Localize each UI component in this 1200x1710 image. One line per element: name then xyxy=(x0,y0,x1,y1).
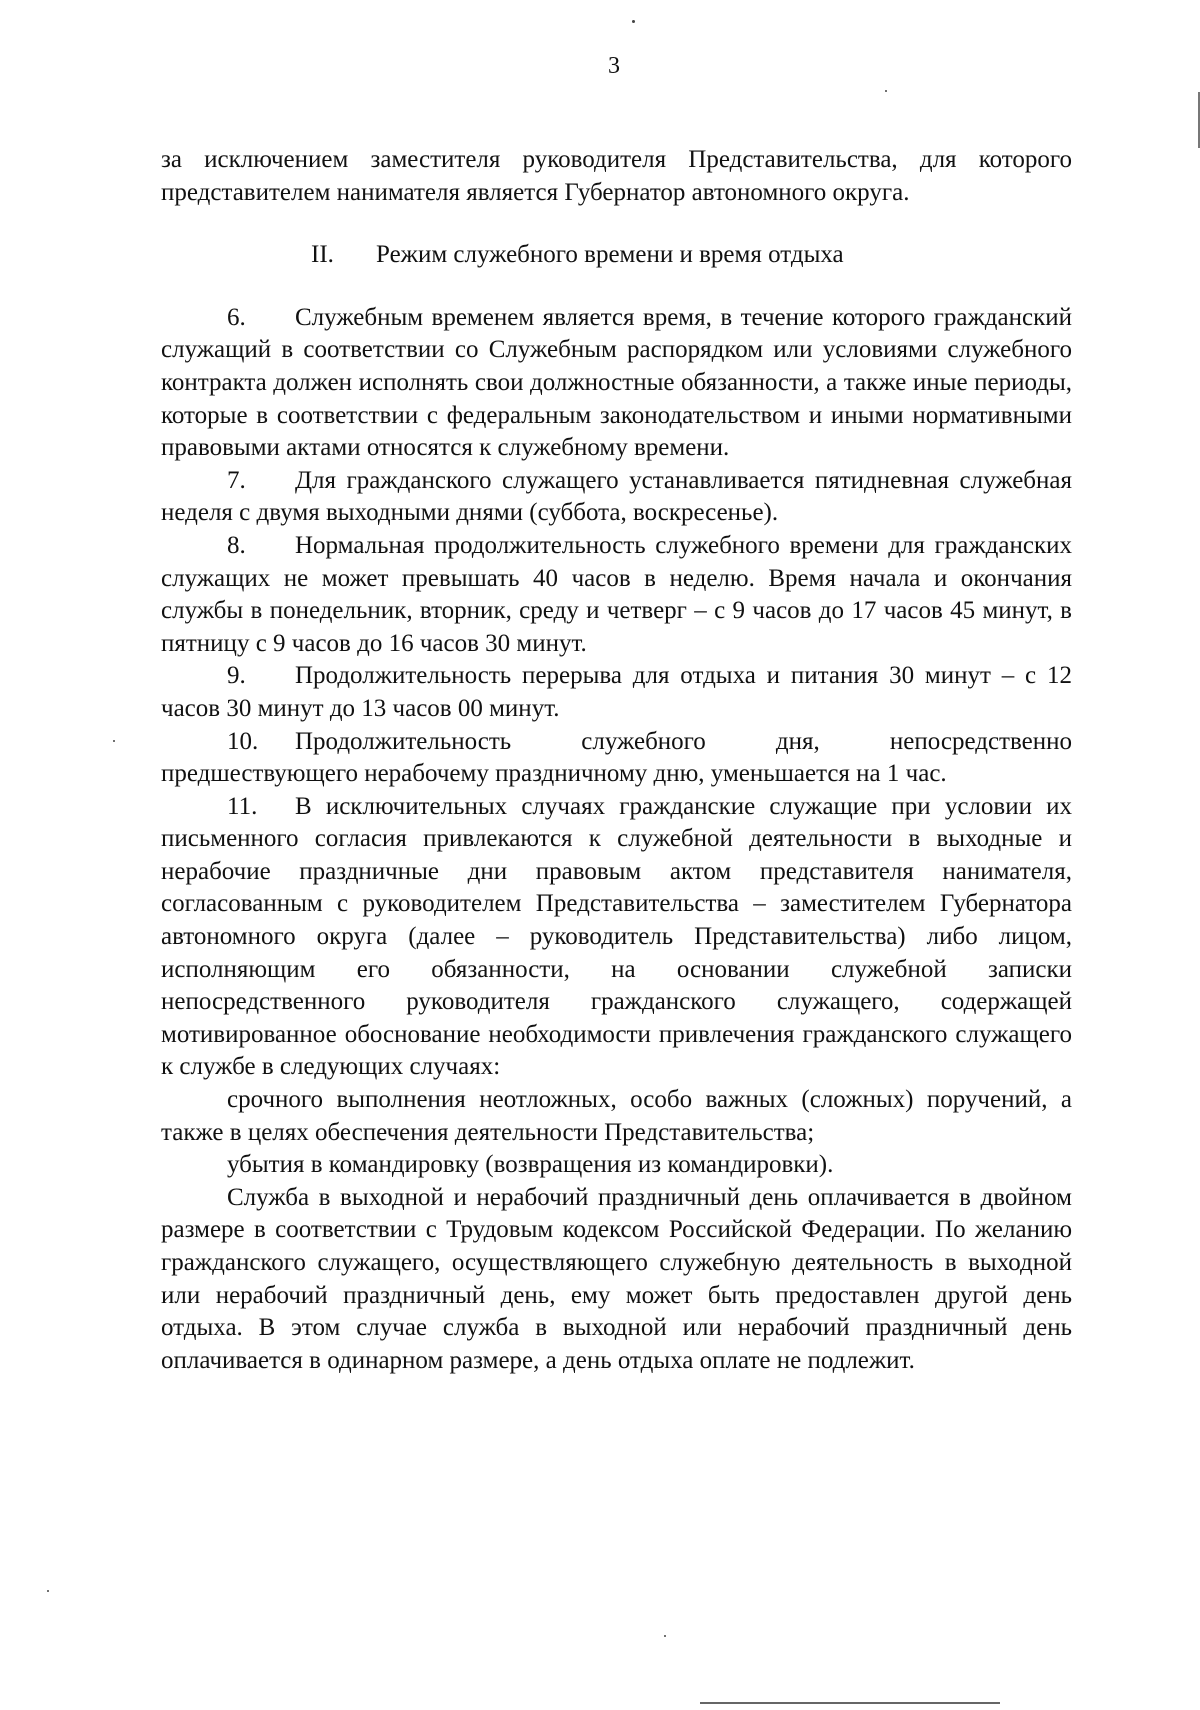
item-paragraph-7 xyxy=(161,465,1072,530)
document-body xyxy=(161,144,1072,1377)
item-text: В исключительных случаях гражданские служащие при условии их письменного согласия привлекаются к служебной деятельности в выходные и нерабочие праздничные дни правовым актом представителя нанимателя, согласованным с руководителем Представительства – заместителем Губернатора автономного округа (далее – руководитель Представительства) либо лицом, исполняющим его обязанности, на основании служебной записки непосредственного руководителя гражданского служащего, содержащей мотивированное обоснование необходимости привлечения гражданского служащего к службе в следующих случаях: xyxy=(161,792,1072,1081)
page-number: 3 xyxy=(608,53,620,79)
sub-item-paragraph: убытия в командировку (возвращения из командировки). xyxy=(227,1151,834,1179)
item-text: Продолжительность служебного дня, непосредственно предшествующего нерабочему праздничному дню, уменьшается на 1 час. xyxy=(161,727,1072,788)
section-number: II. xyxy=(311,241,334,269)
item-number: 8. xyxy=(227,531,246,559)
section-title: Режим служебного времени и время отдыха xyxy=(376,241,844,269)
scan-speck xyxy=(113,740,115,742)
item-text: Продолжительность перерыва для отдыха и питания 30 минут – с 12 часов 30 минут до 13 часов 00 минут. xyxy=(161,662,1072,722)
item-number: 9. xyxy=(227,662,246,690)
section-heading xyxy=(161,239,1072,272)
sub-item-paragraph: срочного выполнения неотложных, особо важных (сложных) поручений, а также в целях обеспечения деятельности Представительства; xyxy=(161,1086,1072,1146)
item-text: Нормальная продолжительность служебного времени для гражданских служащих не может превышать 40 часов в неделю. Время начала и окончания службы в понедельник, вторник, среду и четверг – с 9 часов до 17 часов 45 минут, в пятницу с 9 часов до 16 часов 30 минут. xyxy=(161,531,1072,657)
item-number: 7. xyxy=(227,466,246,494)
scan-bottom-rule xyxy=(700,1702,1000,1704)
item-text: Для гражданского служащего устанавливается пятидневная служебная неделя с двумя выходными днями (суббота, воскресенье). xyxy=(161,466,1072,527)
item-paragraph-6 xyxy=(161,302,1072,465)
intro-paragraph: за исключением заместителя руководителя Представительства, для которого представителем нанимателя является Губернатор автономного округа. xyxy=(161,146,1072,206)
item-paragraph-8 xyxy=(161,530,1072,660)
closing-paragraph: Служба в выходной и нерабочий праздничный день оплачивается в двойном размере в соответствии с Трудовым кодексом Российской Федерации. По желанию гражданского служащего, осуществляющего служебную деятельность в выходной или нерабочий праздничный день, ему может быть предоставлен другой день отдыха. В этом случае служба в выходной или нерабочий праздничный день оплачивается в одинарном размере, а день отдыха оплате не подлежит. xyxy=(161,1183,1072,1374)
scan-speck xyxy=(885,90,887,92)
scan-speck xyxy=(632,20,635,23)
scan-speck xyxy=(664,1635,666,1637)
item-paragraph-11 xyxy=(161,791,1072,1084)
scan-speck xyxy=(47,1590,49,1592)
item-number: 10. xyxy=(227,727,259,755)
item-number: 6. xyxy=(227,303,246,331)
item-paragraph-9 xyxy=(161,660,1072,725)
item-paragraph-10 xyxy=(161,726,1072,791)
item-text: Служебным временем является время, в течение которого гражданский служащий в соответствии со Служебным распорядком или условиями служебного контракта должен исполнять свои должностные обязанности, а также иные периоды, которые в соответствии с федеральным законодательством и иными нормативными правовыми актами относятся к служебному времени. xyxy=(161,303,1072,462)
item-number: 11. xyxy=(227,792,258,820)
